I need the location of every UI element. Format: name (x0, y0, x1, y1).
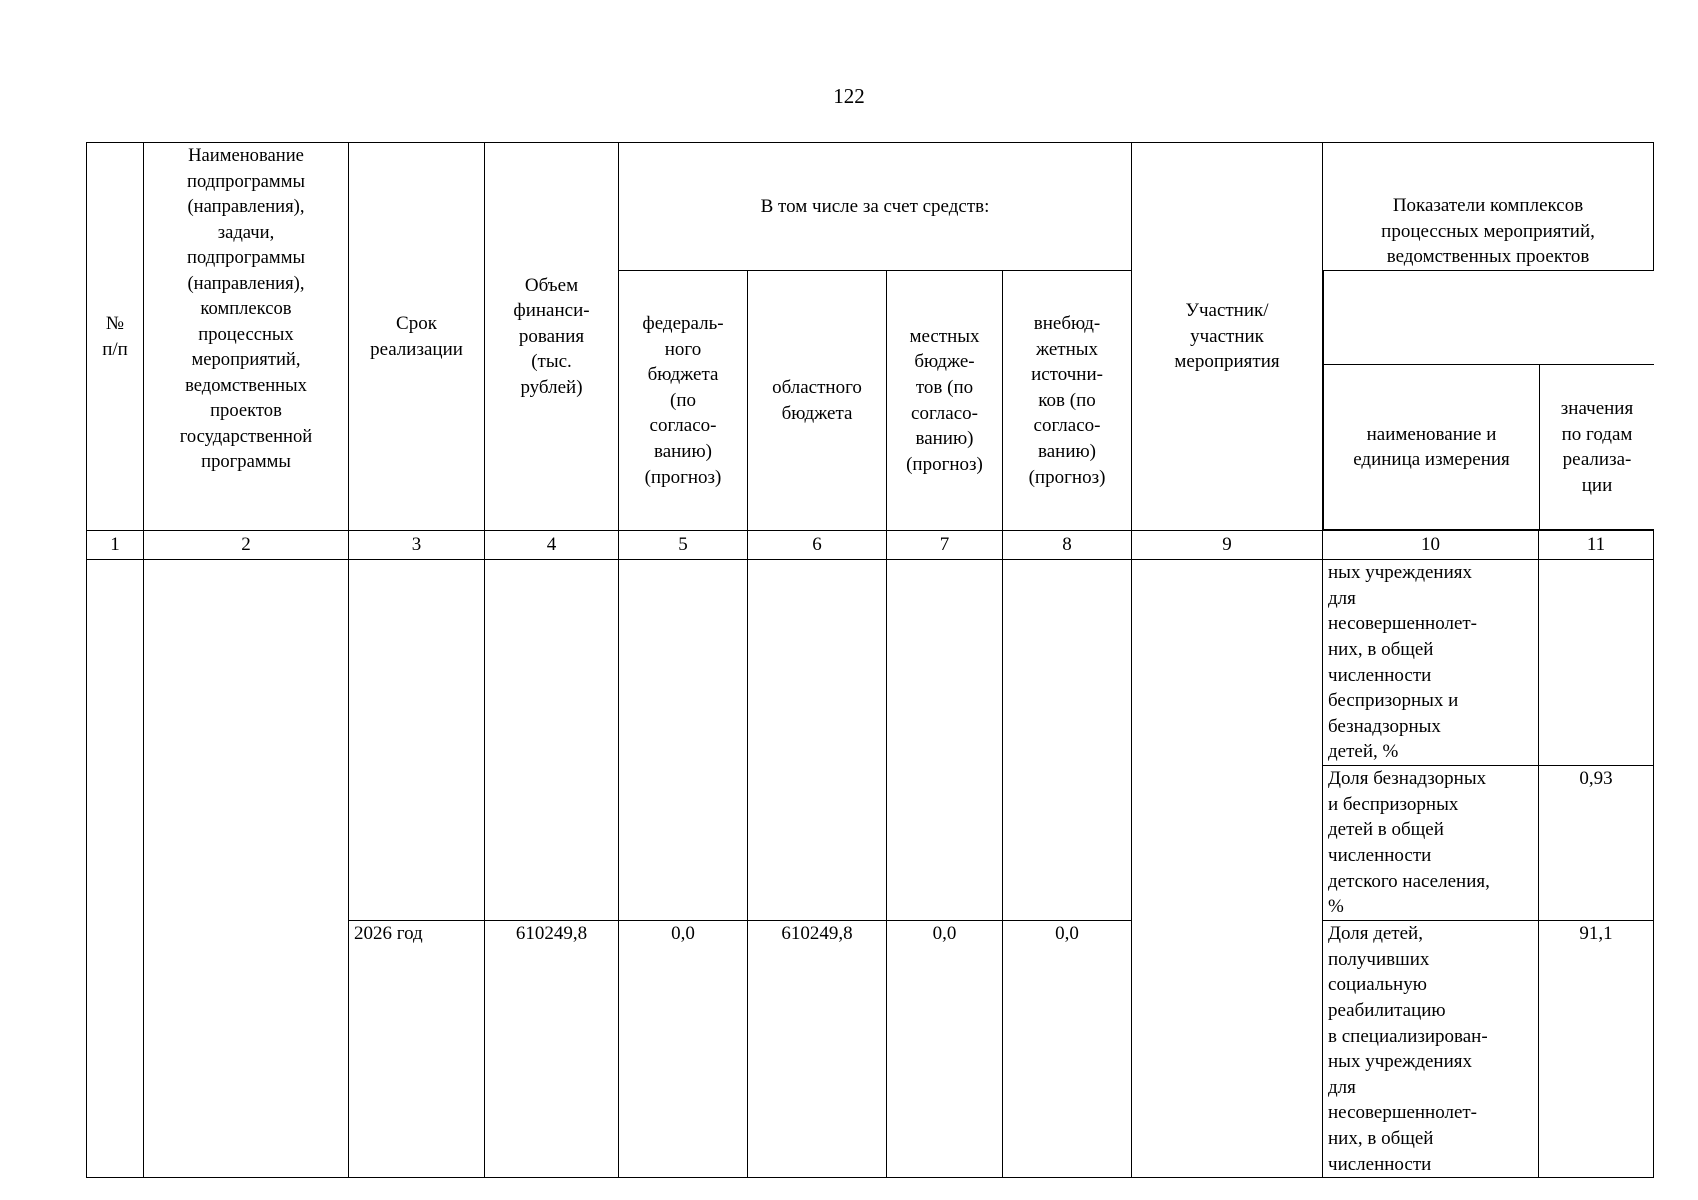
column-number: 11 (1539, 531, 1654, 560)
column-number: 7 (887, 531, 1003, 560)
local-cell-blank (887, 560, 1003, 921)
indicator-name: Доля детей, получивших социальную реабилитацию в специализирован- ных учреждениях для несовершеннолет- них, в общей численности (1323, 921, 1539, 1178)
column-number: 6 (748, 531, 887, 560)
header-indicator-name: наименование и единица измерения (1324, 365, 1540, 530)
header-indicators-sub (1323, 270, 1654, 531)
indicator-header-subtable (1323, 271, 1654, 531)
indicator-value (1539, 560, 1654, 766)
column-number: 9 (1132, 531, 1323, 560)
regional-budget-cell: 610249,8 (748, 921, 887, 1178)
local-budget-cell: 0,0 (887, 921, 1003, 1178)
column-number: 3 (349, 531, 485, 560)
total-cell-blank (485, 560, 619, 921)
header-funds-group: В том числе за счет средств: (619, 143, 1132, 271)
header-local: местных бюдже- тов (по согласо- ванию) (прогноз) (887, 270, 1003, 531)
federal-cell-blank (619, 560, 748, 921)
period-cell-blank (349, 560, 485, 921)
column-number: 5 (619, 531, 748, 560)
extra-budget-cell: 0,0 (1003, 921, 1132, 1178)
indicator-name: Доля безнадзорных и беспризорных детей в общей численности детского населения, % (1323, 766, 1539, 921)
row-number-cell (87, 560, 144, 1178)
header-indicators-group: Показатели комплексов процессных мероприятий, ведомственных проектов (1323, 143, 1654, 271)
column-number: 4 (485, 531, 619, 560)
header-extra-budget: внебюд- жетных источни- ков (по согласо- ванию) (прогноз) (1003, 270, 1132, 531)
header-period: Срок реализации (349, 143, 485, 531)
header-federal: федераль- ного бюджета (по согласо- ванию) (прогноз) (619, 270, 748, 531)
indicator-value: 91,1 (1539, 921, 1654, 1178)
header-total-volume: Объем финанси- рования (тыс. рублей) (485, 143, 619, 531)
header-participant: Участник/ участник мероприятия (1132, 143, 1323, 531)
indicator-group-spacer (1324, 271, 1654, 365)
column-number: 2 (144, 531, 349, 560)
header-regional: областного бюджета (748, 270, 887, 531)
participant-cell (1132, 560, 1323, 1178)
column-number: 1 (87, 531, 144, 560)
period-cell: 2026 год (349, 921, 485, 1178)
indicator-value: 0,93 (1539, 766, 1654, 921)
indicator-name: ных учреждениях для несовершеннолет- них, в общей численности беспризорных и безнадзорных детей, % (1323, 560, 1539, 766)
column-number-row (87, 531, 1654, 560)
regional-cell-blank (748, 560, 887, 921)
header-number: № п/п (87, 143, 144, 531)
header-row-1 (87, 143, 1654, 271)
column-number: 10 (1323, 531, 1539, 560)
federal-budget-cell: 0,0 (619, 921, 748, 1178)
header-indicator-values: значения по годам реализа- ции (1540, 365, 1654, 530)
table-row (87, 560, 1654, 766)
page-number: 122 (833, 84, 865, 108)
extra-budget-cell-blank (1003, 560, 1132, 921)
header-name: Наименование подпрограммы (направления), задачи, подпрограммы (направления), комплексов процессных мероприятий, ведомственных проектов государственной программы (144, 143, 349, 531)
total-volume-cell: 610249,8 (485, 921, 619, 1178)
column-number: 8 (1003, 531, 1132, 560)
row-name-cell (144, 560, 349, 1178)
budget-table (86, 142, 1654, 1178)
